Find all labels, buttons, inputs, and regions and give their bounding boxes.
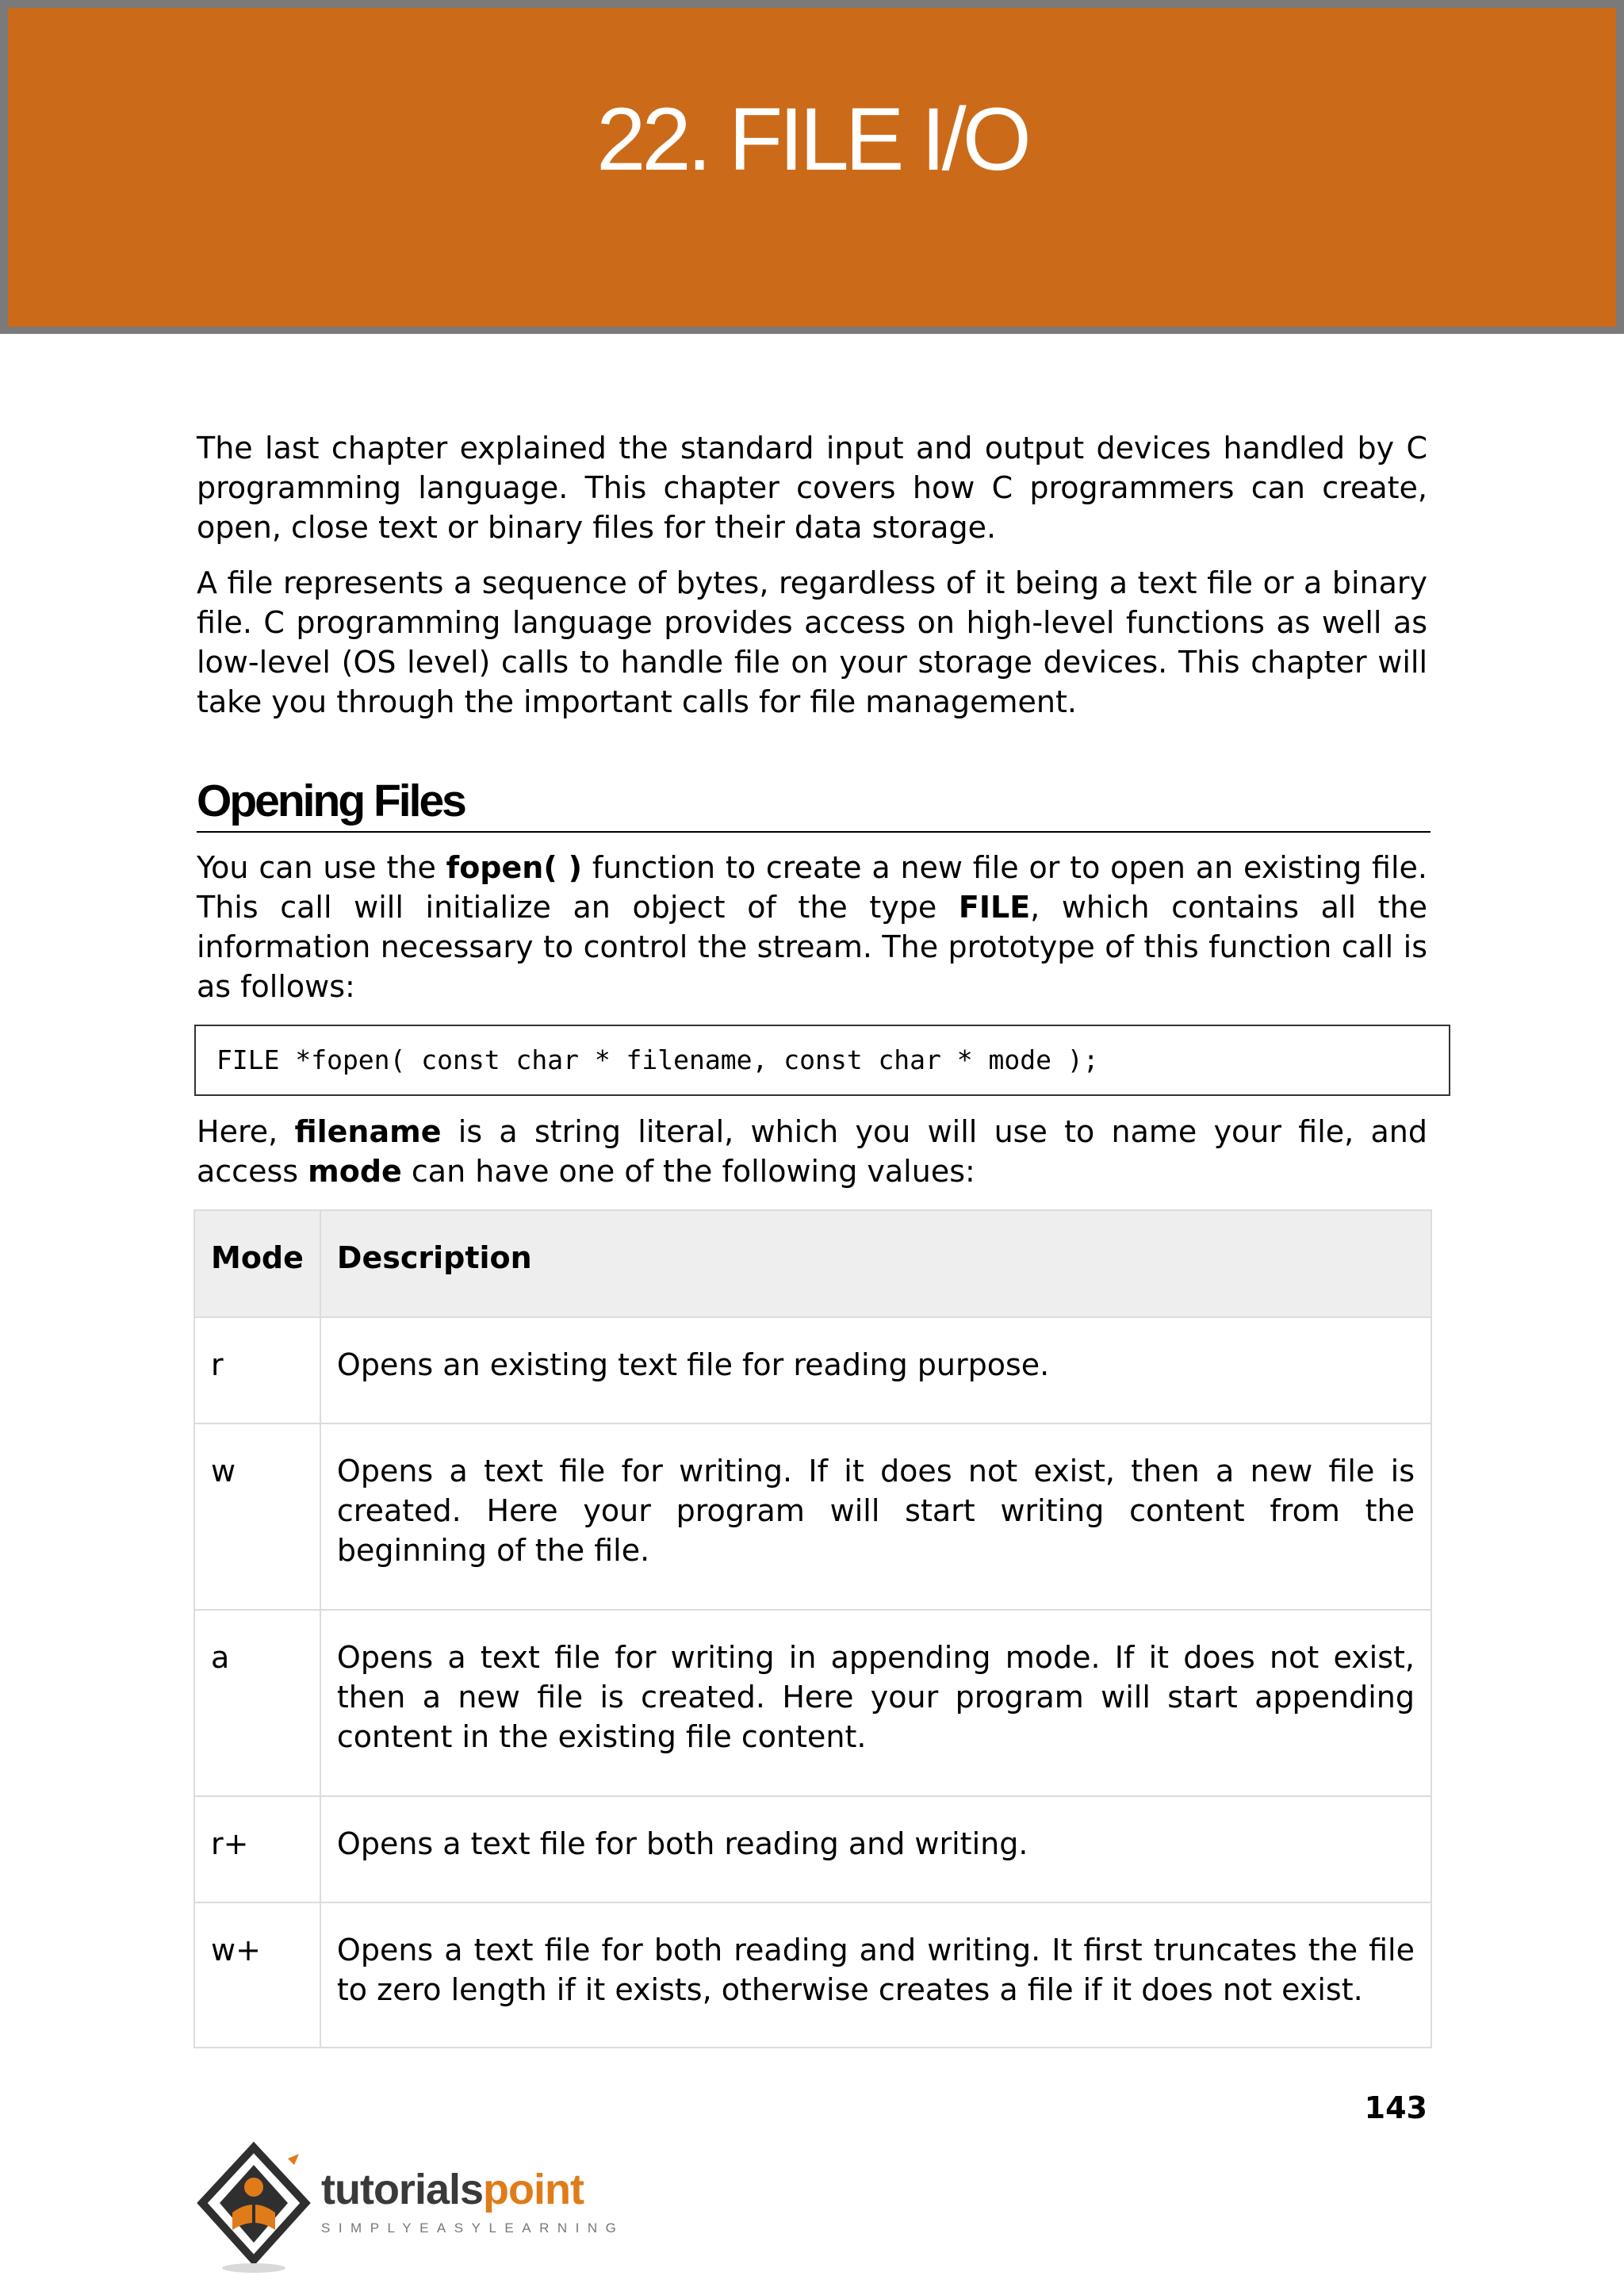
intro-text	[197, 428, 1427, 722]
file-type-keyword: FILE	[958, 890, 1031, 925]
mode-text-1: Here,	[197, 1114, 295, 1149]
page-number: 143	[1364, 2090, 1427, 2125]
logo-word-point: point	[483, 2166, 584, 2213]
chapter-banner	[0, 0, 1624, 334]
logo-wordmark	[321, 2165, 584, 2214]
description-cell: Opens a text file for both reading and writing. It first truncates the file to zero length if it exists, otherwise creates a file if it does not exist.	[320, 1902, 1431, 2048]
intro-paragraph-1: The last chapter explained the standard input and output devices handled by C programming language. This chapter covers how C programmers can create, open, close text or binary files for their data storage.	[197, 431, 1427, 545]
filename-keyword: filename	[294, 1114, 442, 1149]
fopen-text-1: You can use the	[197, 850, 446, 885]
fopen-paragraph	[197, 848, 1427, 1006]
description-cell: Opens a text file for writing in appending mode. If it does not exist, then a new file is created. Here your program will start appending content in the existing file content.	[320, 1610, 1431, 1796]
header-description: Description	[320, 1210, 1431, 1317]
mode-cell: w+	[194, 1902, 320, 2048]
fopen-text-2: function to create a new file or to open an existing file. This call will initialize an object of the type	[197, 850, 1427, 925]
mode-cell: r+	[194, 1796, 320, 1902]
tutorialspoint-logo	[194, 2141, 638, 2276]
description-cell: Opens a text file for both reading and writing.	[320, 1796, 1431, 1902]
table-row	[194, 1902, 1431, 2048]
intro-paragraph-2: A file represents a sequence of bytes, regardless of it being a text file or a binary file. C programming language provides access on high-level functions as well as low-level (OS level) calls to handle file on your storage devices. This chapter will take you through the important calls for file management.	[197, 565, 1427, 719]
table-row	[194, 1796, 1431, 1902]
table-row	[194, 1423, 1431, 1610]
chapter-title: 22. FILE I/O	[596, 90, 1028, 189]
section-heading: Opening Files	[197, 771, 1431, 833]
mode-cell: w	[194, 1423, 320, 1610]
logo-emblem-icon	[194, 2141, 313, 2276]
logo-tagline: SIMPLYEASYLEARNING	[321, 2220, 625, 2236]
filename-mode-paragraph	[197, 1112, 1427, 1191]
mode-cell: r	[194, 1317, 320, 1423]
fopen-keyword: fopen( )	[446, 850, 583, 885]
file-modes-table	[193, 1209, 1432, 2048]
table-row	[194, 1610, 1431, 1796]
description-cell: Opens an existing text file for reading purpose.	[320, 1317, 1431, 1423]
table-header-row	[194, 1210, 1431, 1317]
opening-files-text	[197, 848, 1427, 1006]
mode-intro-text	[197, 1112, 1427, 1191]
mode-text-2: is a string literal, which you will use to name your file, and access	[197, 1114, 1427, 1189]
mode-text-3: can have one of the following values:	[401, 1154, 975, 1189]
table-row	[194, 1317, 1431, 1423]
header-mode: Mode	[194, 1210, 320, 1317]
logo-word-tutorials: tutorials	[321, 2166, 484, 2213]
fopen-prototype-code: FILE *fopen( const char * filename, const char * mode );	[194, 1025, 1450, 1096]
fopen-text-3: , which contains all the information necessary to control the stream. The prototype of this function call is as follows:	[197, 890, 1427, 1004]
mode-cell: a	[194, 1610, 320, 1796]
description-cell: Opens a text file for writing. If it does not exist, then a new file is created. Here your program will start writing content from the beginning of the file.	[320, 1423, 1431, 1610]
mode-keyword: mode	[308, 1154, 402, 1189]
